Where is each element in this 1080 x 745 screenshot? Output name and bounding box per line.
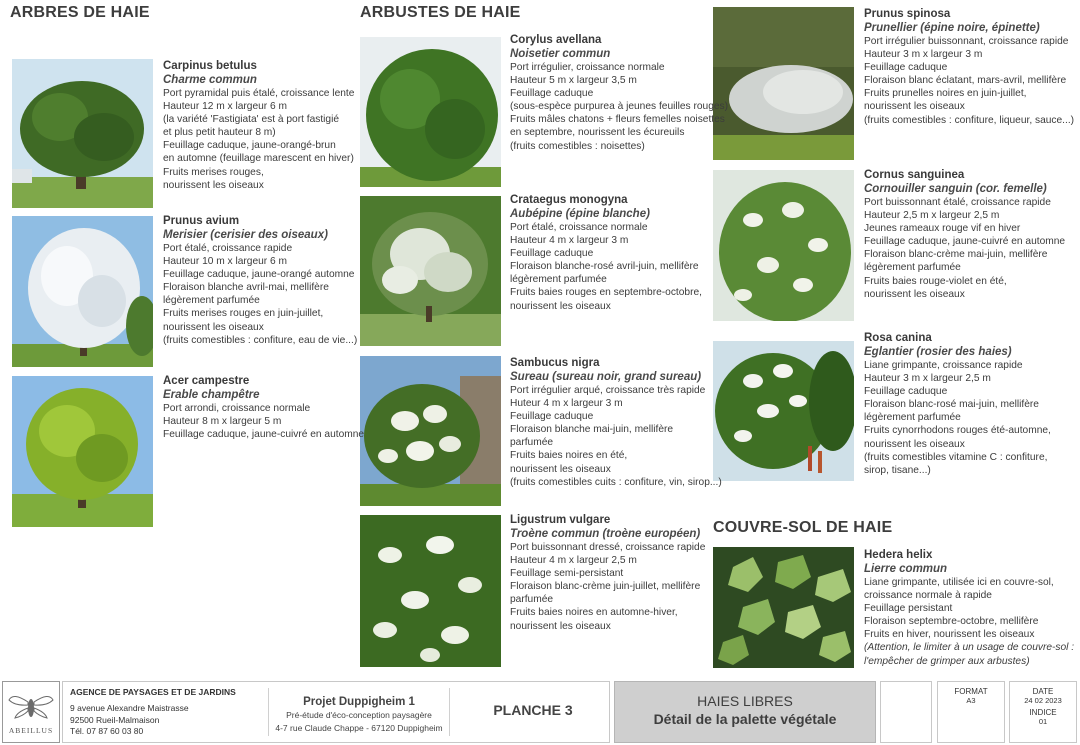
plant-detail: Hauteur 10 m x largeur 6 m bbox=[163, 256, 288, 268]
photo-prunus-spinosa bbox=[713, 7, 854, 160]
plant-detail: Floraison blanc-crème juin-juillet, mellifère bbox=[510, 581, 701, 593]
plant-detail: Floraison blanc éclatant, mars-avril, mellifère bbox=[864, 75, 1067, 87]
photo-sambucus-nigra bbox=[360, 356, 501, 506]
logo-text: ABEILLUS bbox=[8, 726, 54, 735]
plant-detail: Port buissonnant dressé, croissance rapide bbox=[510, 542, 706, 553]
logo-box bbox=[2, 681, 60, 743]
plant-detail: Floraison blanc-rosé mai-juin, mellifère bbox=[864, 399, 1039, 411]
project-title: Projet Duppigheim 1 bbox=[303, 696, 415, 708]
plant-detail: Port arrondi, croissance normale bbox=[163, 403, 311, 414]
agency-address bbox=[70, 703, 189, 738]
plant-detail: Fruits prunelles noires en juin-juillet, bbox=[864, 88, 1027, 100]
plant-common-name: Troène commun (troène européen) bbox=[510, 528, 701, 540]
plant-detail: Feuillage caduque bbox=[510, 88, 594, 100]
plant-detail: nourissent les oiseaux bbox=[864, 438, 965, 450]
plant-entry-prunus-spinosa bbox=[864, 7, 1074, 127]
plant-detail: Port buissonnant étalé, croissance rapide bbox=[864, 197, 1051, 208]
plant-entry-carpinus bbox=[163, 59, 354, 192]
photo-prunus-avium bbox=[12, 216, 153, 367]
plant-entry-hedera bbox=[864, 548, 1074, 668]
plant-common-name: Cornouiller sanguin (cor. femelle) bbox=[864, 183, 1047, 195]
plant-latin-name: Carpinus betulus bbox=[163, 60, 257, 72]
plant-detail: Hauteur 4 m x largeur 3 m bbox=[510, 235, 629, 247]
photo-rosa-canina bbox=[713, 341, 854, 481]
sheet-title-box bbox=[614, 681, 876, 743]
plant-entry-rosa bbox=[864, 331, 1051, 477]
photo-hedera-helix bbox=[713, 547, 854, 668]
plant-common-name: Noisetier commun bbox=[510, 48, 611, 60]
plant-detail: nourissent les oiseaux bbox=[163, 179, 264, 191]
plant-latin-name: Ligustrum vulgare bbox=[510, 514, 611, 526]
plant-detail: Hauteur 8 m x largeur 5 m bbox=[163, 416, 282, 428]
indice-label: INDICE bbox=[1029, 708, 1057, 717]
plant-detail: Feuillage caduque, jaune-orangé automne bbox=[163, 269, 355, 281]
plant-detail: Port étalé, croissance normale bbox=[510, 222, 648, 233]
plant-detail: Feuillage caduque bbox=[864, 62, 948, 74]
plant-detail: nourissent les oiseaux bbox=[864, 288, 965, 300]
plant-detail: (fruits comestibles : confiture, liqueur, sauce...) bbox=[864, 114, 1075, 126]
plant-detail: Floraison blanc-crème mai-juin, mellifère bbox=[864, 249, 1048, 261]
plant-detail: (fruits comestibles cuits : confiture, vin, sirop...) bbox=[510, 476, 722, 488]
plant-detail: Hauteur 3 m x largeur 2,5 m bbox=[864, 373, 991, 385]
plant-detail: Fruits baies noires en été, bbox=[510, 450, 628, 462]
indice-value: 01 bbox=[1038, 717, 1048, 726]
plant-detail: Huteur 4 m x largeur 3 m bbox=[510, 398, 623, 410]
address-line: 92500 Rueil-Malmaison bbox=[70, 714, 160, 725]
project-subtitle: Pré-étude d'éco-conception paysagère bbox=[286, 710, 432, 720]
address-line: 9 avenue Alexandre Maistrasse bbox=[70, 703, 189, 713]
plant-detail: Hauteur 2,5 m x largeur 2,5 m bbox=[864, 210, 1000, 222]
plant-detail: nourissent les oiseaux bbox=[864, 101, 965, 113]
plant-detail: Port irrégulier arqué, croissance très rapide bbox=[510, 385, 706, 396]
plant-detail: Floraison blanche-rosé avril-juin, mellifère bbox=[510, 261, 699, 273]
plant-detail: Feuillage caduque, jaune-cuivré en automne bbox=[163, 429, 365, 441]
plant-detail: Hauteur 4 m x largeur 2,5 m bbox=[510, 555, 637, 567]
plant-detail: parfumée bbox=[510, 594, 554, 606]
plant-detail: légèrement parfumée bbox=[864, 262, 961, 274]
plant-detail: Fruits en hiver, nourissent les oiseaux bbox=[864, 629, 1035, 641]
plant-detail: Floraison blanche mai-juin, mellifère bbox=[510, 424, 674, 436]
date-box bbox=[1009, 681, 1077, 743]
format-label: FORMAT bbox=[954, 687, 988, 696]
plant-detail: parfumée bbox=[510, 437, 554, 449]
plant-entry-crataegus bbox=[510, 193, 702, 313]
photo-crataegus-monogyna bbox=[360, 196, 501, 346]
bee-logo-icon bbox=[3, 686, 59, 726]
plant-detail: légèrement parfumée bbox=[864, 412, 961, 424]
plant-detail: Feuillage persistant bbox=[864, 603, 953, 615]
plant-latin-name: Cornus sanguinea bbox=[864, 169, 965, 181]
section-heading-couvre-sol: COUVRE-SOL DE HAIE bbox=[713, 519, 893, 536]
plant-detail: légèrement parfumée bbox=[510, 274, 607, 286]
blank-cell bbox=[880, 681, 932, 743]
photo-corylus-avellana bbox=[360, 37, 501, 187]
plant-latin-name: Hedera helix bbox=[864, 549, 933, 561]
plant-latin-name: Acer campestre bbox=[163, 375, 250, 387]
plant-detail: nourissent les oiseaux bbox=[510, 463, 611, 475]
plant-detail: Floraison blanche avril-mai, mellifère bbox=[163, 282, 329, 294]
plant-common-name: Aubépine (épine blanche) bbox=[510, 208, 650, 220]
plant-detail: Feuillage semi-persistant bbox=[510, 568, 624, 580]
plant-detail: Feuillage caduque, jaune-orangé-brun bbox=[163, 140, 336, 152]
sheet-number: PLANCHE 3 bbox=[493, 702, 573, 718]
plant-detail: Hauteur 12 m x largeur 6 m bbox=[163, 101, 288, 113]
format-box bbox=[937, 681, 1005, 743]
plant-latin-name: Sambucus nigra bbox=[510, 357, 600, 369]
plant-common-name: Charme commun bbox=[163, 74, 257, 86]
plant-detail: Feuillage caduque bbox=[510, 411, 594, 423]
date-value: 24 02 2023 bbox=[1024, 696, 1062, 705]
plant-detail: Port irrégulier buissonnant, croissance rapide bbox=[864, 36, 1069, 47]
agency-name: AGENCE DE PAYSAGES ET DE JARDINS bbox=[70, 687, 236, 697]
plant-detail: croissance normale à rapide bbox=[864, 590, 992, 602]
plant-detail: Fruits mâles chatons + fleurs femelles noisettes bbox=[510, 114, 725, 126]
plant-detail: Fruits cynorrhodons rouges été-automne, bbox=[864, 425, 1051, 437]
plant-common-name: Prunellier (épine noire, épinette) bbox=[864, 22, 1040, 34]
plant-warning-note: (Attention, le limiter à un usage de couvre-sol : bbox=[864, 642, 1075, 654]
plant-detail: Jeunes rameaux rouge vif en hiver bbox=[864, 223, 1021, 235]
plant-common-name: Sureau (sureau noir, grand sureau) bbox=[510, 371, 702, 383]
plant-detail: Hauteur 3 m x largeur 3 m bbox=[864, 49, 983, 61]
plant-detail: nourissent les oiseaux bbox=[510, 300, 611, 312]
photo-cornus-sanguinea bbox=[713, 170, 854, 321]
plant-entry-ligustrum bbox=[510, 513, 705, 633]
plant-detail: Port étalé, croissance rapide bbox=[163, 243, 293, 254]
plant-detail: (fruits comestibles : confiture, eau de vie...) bbox=[163, 334, 358, 346]
photo-acer-campestre bbox=[12, 376, 153, 527]
plant-detail: Port pyramidal puis étalé, croissance lente bbox=[163, 88, 355, 99]
plant-detail: (fruits comestibles : noisettes) bbox=[510, 140, 645, 152]
plant-detail: sirop, tisane...) bbox=[864, 464, 931, 476]
plant-detail: et plus petit hauteur 8 m) bbox=[163, 127, 276, 139]
plant-detail: en automne (feuillage marescent en hiver) bbox=[163, 153, 354, 165]
plant-common-name: Lierre commun bbox=[864, 563, 948, 575]
plant-common-name: Erable champêtre bbox=[163, 389, 260, 401]
plant-entry-sambucus bbox=[510, 356, 722, 489]
plant-common-name: Eglantier (rosier des haies) bbox=[864, 346, 1012, 358]
plant-detail: Fruits merises rouges, bbox=[163, 166, 264, 178]
plant-detail: (fruits comestibles vitamine C : confiture, bbox=[864, 451, 1048, 463]
date-label: DATE bbox=[1032, 687, 1054, 696]
project-address: 4-7 rue Claude Chappe - 67120 Duppigheim bbox=[275, 722, 443, 733]
plant-detail: Floraison septembre-octobre, mellifère bbox=[864, 616, 1039, 628]
plant-detail: (la variété 'Fastigiata' est à port fastigié bbox=[163, 114, 340, 126]
plant-detail: nourissent les oiseaux bbox=[163, 321, 264, 333]
plant-detail: Port irrégulier, croissance normale bbox=[510, 62, 665, 73]
plant-detail: Liane grimpante, utilisée ici en couvre-sol, bbox=[864, 577, 1054, 588]
sheet-title: HAIES LIBRES bbox=[697, 693, 793, 709]
plant-detail: Fruits baies rouges en septembre-octobre, bbox=[510, 287, 702, 299]
plant-detail: Liane grimpante, croissance rapide bbox=[864, 360, 1023, 371]
sheet-subtitle: Détail de la palette végétale bbox=[653, 711, 837, 727]
project-info bbox=[268, 688, 450, 736]
plant-common-name: Merisier (cerisier des oiseaux) bbox=[163, 229, 328, 241]
plant-latin-name: Rosa canina bbox=[864, 332, 932, 344]
plant-detail: nourissent les oiseaux bbox=[510, 620, 611, 632]
plant-detail: Fruits baies noires en automne-hiver, bbox=[510, 607, 678, 619]
section-heading-arbustes: ARBUSTES DE HAIE bbox=[360, 4, 521, 21]
plant-entry-prunus-avium bbox=[163, 214, 357, 347]
photo-carpinus-betulus bbox=[12, 59, 153, 208]
plant-detail: Fruits baies rouge-violet en été, bbox=[864, 275, 1007, 287]
plant-detail: Feuillage caduque, jaune-cuivré en automne bbox=[864, 236, 1066, 248]
plant-detail: en septembre, nourissent les écureuils bbox=[510, 127, 685, 139]
phone-number: Tél. 07 87 60 03 80 bbox=[70, 726, 144, 736]
plant-latin-name: Prunus spinosa bbox=[864, 8, 951, 20]
plant-latin-name: Prunus avium bbox=[163, 215, 240, 227]
format-value: A3 bbox=[966, 696, 976, 705]
plant-latin-name: Corylus avellana bbox=[510, 34, 602, 46]
plant-entry-corylus bbox=[510, 33, 728, 153]
plant-detail: Feuillage caduque bbox=[510, 248, 594, 260]
agency-block bbox=[62, 681, 610, 743]
section-heading-arbres: ARBRES DE HAIE bbox=[10, 4, 150, 21]
plant-entry-cornus bbox=[864, 168, 1065, 301]
plant-detail: légèrement parfumée bbox=[163, 295, 260, 307]
plant-detail: (sous-espèce purpurea à jeunes feuilles rouges) bbox=[510, 101, 729, 113]
plant-detail: Fruits merises rouges en juin-juillet, bbox=[163, 308, 324, 320]
plant-latin-name: Crataegus monogyna bbox=[510, 194, 628, 206]
plant-warning-note: l'empêcher de grimper aux arbustes) bbox=[864, 655, 1030, 667]
plant-detail: Hauteur 5 m x largeur 3,5 m bbox=[510, 75, 637, 87]
plant-detail: Feuillage caduque bbox=[864, 386, 948, 398]
plant-entry-acer bbox=[163, 374, 364, 441]
photo-ligustrum-vulgare bbox=[360, 515, 501, 667]
